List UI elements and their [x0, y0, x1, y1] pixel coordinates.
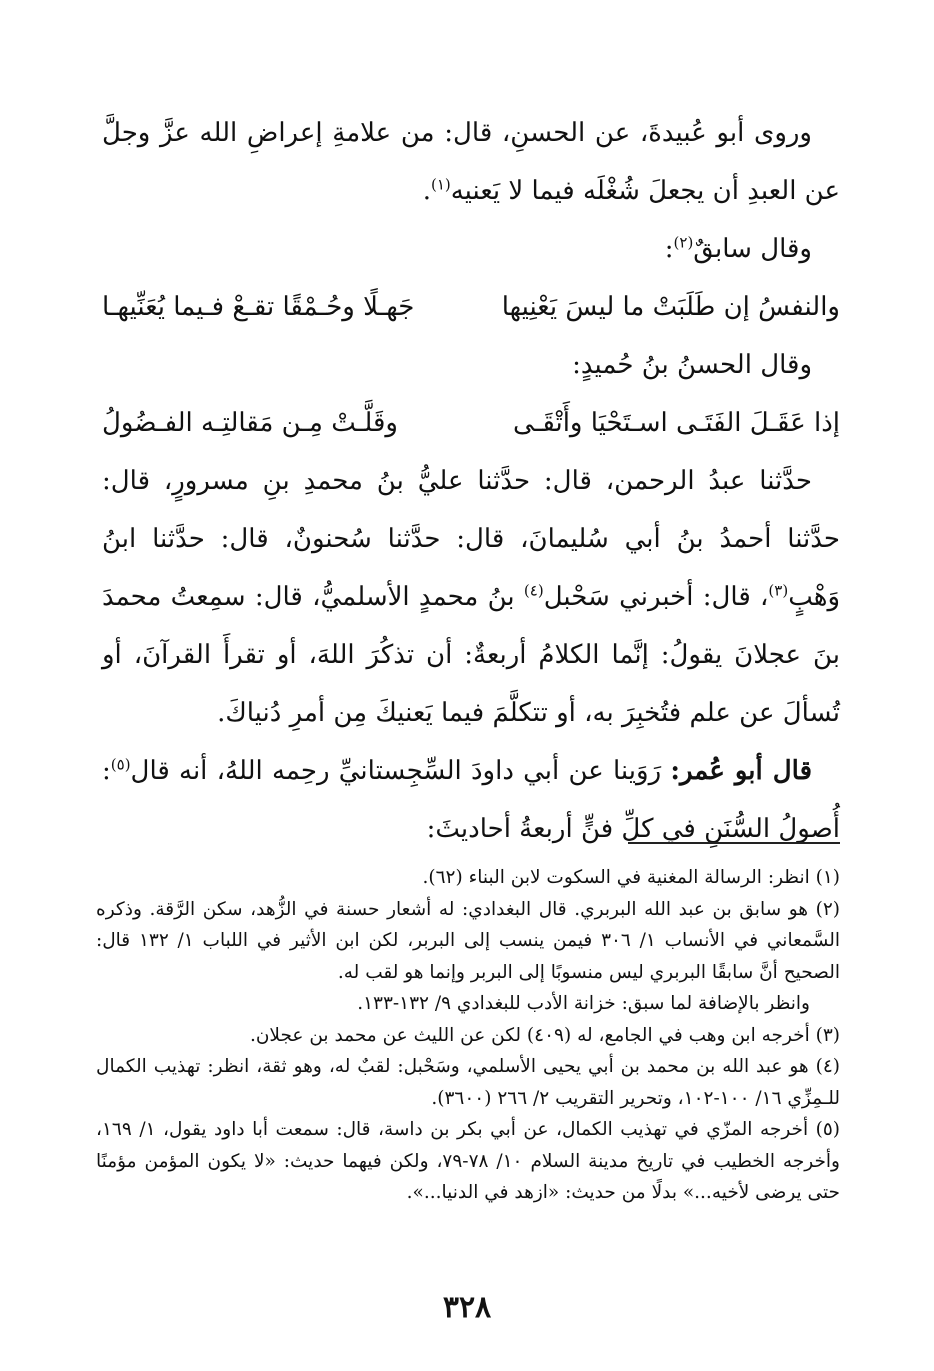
footnotes [96, 862, 840, 1209]
narrator-label: قال أبو عُمر: [670, 756, 812, 786]
footnote-ref-2[interactable]: (٢) [673, 233, 694, 252]
footnote-2: (٢) هو سابق بن عبد الله البربري. قال البغدادي: له أشعار حسنة في الزُّهد، سكن الرَّقة. وذكره السَّمعاني في الأنساب ١/ ٣٠٦ فيمن ينسب إلى البربر، لكن ابن الأثير في اللباب ١/ ١٣٢ قال: الصحيح أنَّ سابقًا البربري ليس منسوبًا إلى البربر وإنما هو لقب له. [96, 898, 840, 983]
verse-1-first-hemistich: والنفسُ إن طَلَبَتْ ما ليسَ يَعْنِيها [501, 292, 840, 322]
footnote-separator [628, 842, 840, 844]
footnote-2-continuation: وانظر بالإضافة لما سبق: خزانة الأدب للبغدادي ٩/ ١٣٢-١٣٣. [357, 993, 810, 1014]
verse-line-2 [102, 394, 840, 452]
main-text [102, 104, 840, 858]
poem-intro-sabiq: وقال سابقٌ$^{(٢)}$: [664, 233, 812, 264]
footnote-ref-5[interactable]: (٥) [110, 755, 131, 774]
footnote-1: (١) انظر: الرسالة المغنية في السكوت لابن البناء (٦٢). [422, 867, 840, 888]
footnote-ref-4[interactable]: (٤) [523, 581, 544, 600]
paragraph-hasan-report: وروى أبو عُبيدةَ، عن الحسنِ، قال: من علامةِ إعراضِ الله عزَّ وجلَّ عن العبدِ أن يجعلَ شُغْلَه فيما لا يَعنيه$^{(١)}$. [102, 118, 840, 206]
footnote-ref-3[interactable]: (٣) [768, 581, 789, 600]
paragraph-abu-umar: قال أبو عُمر: رَوَينا عن أبي داودَ السِّجِستانيِّ رحِمه اللهُ، أنه قال$^{(٥)}$: أُصولُ السُّنَنِ في كلِّ فنٍّ أربعةُ أحاديثَ: [102, 755, 840, 844]
verse-line-1 [102, 278, 840, 336]
paragraph-isnad-ibn-ajlan: حدَّثنا عبدُ الرحمن، قال: حدَّثنا عليُّ بنُ محمدِ بنِ مسرورٍ، قال: حدَّثنا أحمدُ بنُ أبي سُليمانَ، قال: حدَّثنا سُحنونٌ، قال: حدَّثنا ابنُ وَهْبٍ$^{(٣)}$، قال: أخبرني سَحْبل$^{(٤)}$ بنُ محمدٍ الأسلميُّ، قال: سمِعتُ محمدَ بنَ عجلانَ يقولُ: إنَّما الكلامُ أربعةٌ: أن تذكُرَ اللهَ، أو تقرأَ القرآنَ، أو تُسألَ عن علم فتُخبِرَ به، أو تتكلَّمَ فيما يَعنيكَ مِن أمرِ دُنياكَ. [102, 466, 840, 728]
verse-2-second-hemistich: وقَلَّـتْ مِـن مَقالتِـه الفـضُولُ [102, 408, 398, 438]
footnote-5: (٥) أخرجه المزّي في تهذيب الكمال، عن أبي بكر بن داسة، قال: سمعت أبا داود يقول، ١/ ١٦٩، وأخرجه الخطيب في تاريخ مدينة السلام ١٠/ ٧٨-٧٩، ولكن فيهما حديث: «لا يكون المؤمن مؤمنًا حتى يرضى لأخيه...» بدلًا من حديث: «ازهد في الدنيا...». [96, 1119, 840, 1203]
verse-2-first-hemistich: إذا عَقَـلَ الفَتَـى اسـتَحْيَا وأَتْقَـى [513, 408, 840, 438]
paragraph-text: وروى أبو عُبيدةَ، عن الحسنِ، قال: من علامةِ إعراضِ الله عزَّ وجلَّ عن العبدِ أن يجعلَ شُغْلَه فيما لا يَعنيه [102, 118, 840, 206]
page-number: ٣٢٨ [442, 1290, 492, 1325]
footnote-3: (٣) أخرجه ابن وهب في الجامع، له (٤٠٩) لكن عن الليث عن محمد بن عجلان. [249, 1024, 840, 1046]
poem-intro-hasan: وقال الحسنُ بنُ حُميدٍ: [572, 350, 812, 380]
footnote-4: (٤) هو عبد الله بن محمد بن أبي يحيى الأسلمي، وسَحْبل: لقبٌ له، وهو ثقة، انظر: تهذيب الكمال للـمِزِّي ١٦/ ١٠٠-١٠٢، وتحرير التقريب ٢/ ٢٦٦ (٣٦٠٠). [96, 1056, 840, 1109]
verse-1-second-hemistich: جَهـلًا وحُـمْقًا تقـعْ فـيما يُعَنِّيهـا [102, 292, 415, 322]
footnote-ref-1[interactable]: (١) [430, 175, 451, 194]
